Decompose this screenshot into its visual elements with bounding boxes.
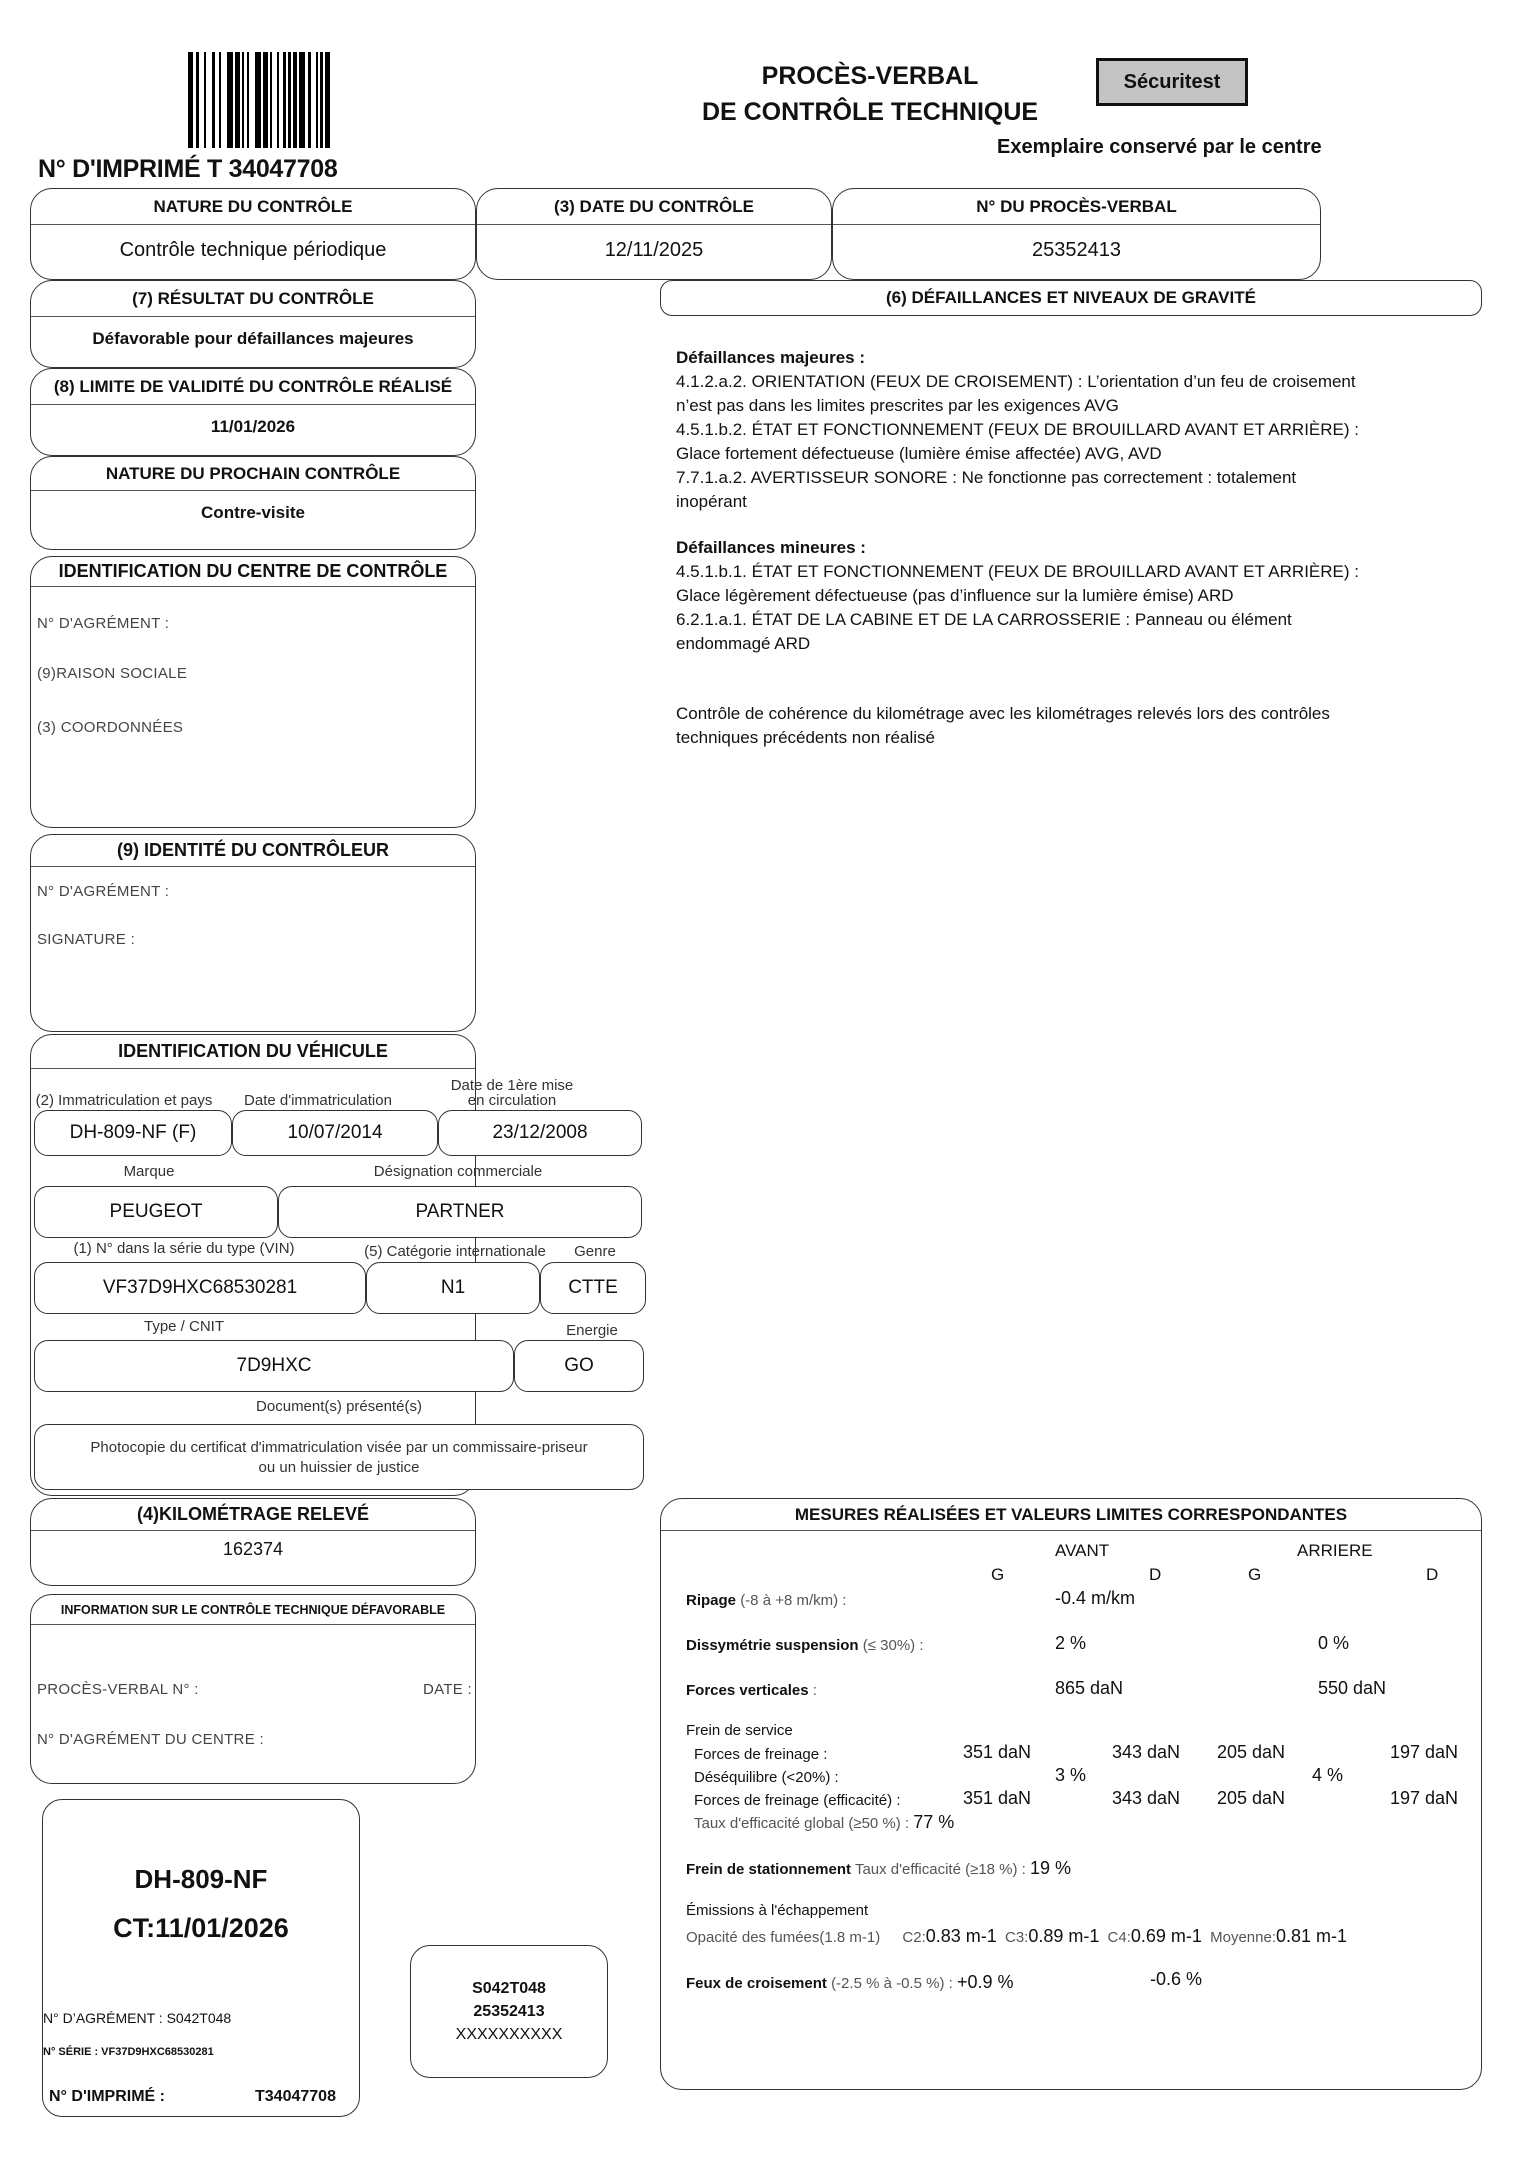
feux-croisement-row — [686, 1972, 1014, 1993]
copy-note: Exemplaire conservé par le centre — [997, 136, 1322, 158]
controleur-agrement-label: N° D'AGRÉMENT : — [37, 883, 170, 900]
limite-validite-value: 11/01/2026 — [210, 417, 296, 436]
taux-global-value: 77 % — [913, 1812, 955, 1832]
prochain-controle-label: NATURE DU PROCHAIN CONTRÔLE — [31, 457, 475, 491]
document-title-line1: PROCÈS-VERBAL — [761, 62, 979, 90]
immatriculation-label: (2) Immatriculation et pays — [35, 1092, 213, 1109]
vehicule-label: IDENTIFICATION DU VÉHICULE — [31, 1035, 475, 1069]
marque-value: PEUGEOT — [34, 1186, 278, 1238]
documents-line2: ou un huissier de justice — [258, 1458, 420, 1476]
premiere-mise-label-1: Date de 1ère mise — [450, 1077, 574, 1094]
centre-coordonnees-label: (3) COORDONNÉES — [37, 719, 184, 736]
forces-freinage-label: Forces de freinage : — [694, 1746, 828, 1763]
nature-controle-box — [30, 188, 476, 280]
avant-g-header: G — [991, 1565, 1005, 1584]
mineure-item: 4.5.1.b.1. ÉTAT ET FONCTIONNEMENT (FEUX DE BROUILLARD AVANT ET ARRIÈRE) : Glace légèrement défectueuse (pas d’influence sur la lumière émise) ARD — [676, 562, 1359, 605]
forces-freinage-avant-g: 351 daN — [963, 1742, 1032, 1762]
centre-raison-sociale-label: (9)RAISON SOCIALE — [37, 665, 188, 682]
mineure-item: 6.2.1.a.1. ÉTAT DE LA CABINE ET DE LA CARROSSERIE : Panneau ou élément endommagé ARD — [676, 610, 1292, 653]
moyenne-label: Moyenne: — [1210, 1929, 1276, 1946]
controleur-label: (9) IDENTITÉ DU CONTRÔLEUR — [31, 835, 475, 867]
defaillances-header-box — [660, 280, 1482, 316]
forces-efficacite-avant-g: 351 daN — [963, 1788, 1032, 1808]
vignette-plate: DH-809-NF — [134, 1864, 268, 1894]
energie-label: Energie — [566, 1322, 618, 1339]
majeure-item: 7.7.1.a.2. AVERTISSEUR SONORE : Ne fonctionne pas correctement : totalement inopérant — [676, 468, 1297, 511]
numero-pv-value: 25352413 — [1032, 239, 1121, 261]
imprime-number: N° D'IMPRIMÉ T 34047708 — [38, 155, 338, 183]
ripage-value: -0.4 m/km — [1055, 1588, 1136, 1608]
controleur-box — [30, 834, 476, 1032]
c3-label: C3: — [1004, 1929, 1029, 1946]
dissymetrie-label: Dissymétrie suspension — [686, 1637, 859, 1654]
dissymetrie-arriere: 0 % — [1318, 1633, 1350, 1653]
nature-controle-label: NATURE DU CONTRÔLE — [31, 189, 475, 225]
documents-box — [34, 1424, 644, 1490]
info-agrement-centre-label: N° D'AGRÉMENT DU CENTRE : — [37, 1731, 264, 1748]
arriere-d-header: D — [1426, 1565, 1439, 1584]
vin-value: VF37D9HXC68530281 — [34, 1262, 366, 1314]
genre-value: CTTE — [540, 1262, 646, 1314]
kilometrage-label: (4)KILOMÉTRAGE RELEVÉ — [31, 1499, 475, 1531]
vignette-imprime-label: N° D'IMPRIMÉ : — [49, 2088, 165, 2105]
type-label: Type / CNIT — [143, 1318, 225, 1335]
centre-agrement-label: N° D'AGRÉMENT : — [37, 615, 170, 632]
marque-label: Marque — [123, 1163, 175, 1180]
barcode — [188, 52, 356, 148]
categorie-label: (5) Catégorie internationale — [364, 1243, 546, 1260]
forces-verticales-arriere: 550 daN — [1318, 1678, 1387, 1698]
vignette-box — [42, 1799, 360, 2117]
designation-value: PARTNER — [278, 1186, 642, 1238]
frein-stationnement-limit: Taux d'efficacité (≥18 %) : — [854, 1861, 1026, 1878]
stamp-box — [410, 1945, 608, 2078]
vin-label: (1) N° dans la série du type (VIN) — [73, 1240, 295, 1257]
date-controle-label: (3) DATE DU CONTRÔLE — [477, 189, 831, 225]
stamp-line3: XXXXXXXXXX — [455, 2026, 563, 2043]
info-date-label: DATE : — [423, 1681, 473, 1698]
limite-validite-box — [30, 368, 476, 456]
forces-freinage-arriere-d: 197 daN — [1390, 1742, 1459, 1762]
avant-header: AVANT — [1055, 1541, 1110, 1560]
prochain-controle-value: Contre-visite — [201, 503, 305, 522]
nature-controle-value: Contrôle technique périodique — [119, 239, 387, 261]
date-immat-label: Date d'immatriculation — [244, 1092, 392, 1109]
majeure-item: 4.1.2.a.2. ORIENTATION (FEUX DE CROISEMENT) : L’orientation d’un feu de croisement n’est pas dans les limites prescrites par les exigences AVG — [676, 372, 1356, 415]
categorie-value: N1 — [366, 1262, 540, 1314]
brand-box: Sécuritest — [1096, 58, 1248, 106]
c4-label: C4: — [1107, 1929, 1131, 1946]
controleur-signature-label: SIGNATURE : — [37, 931, 136, 948]
emissions-label: Émissions à l'échappement — [686, 1902, 869, 1919]
forces-verticales-row — [686, 1682, 817, 1699]
designation-label: Désignation commerciale — [373, 1163, 543, 1180]
frein-service-label: Frein de service — [686, 1722, 793, 1739]
forces-efficacite-avant-d: 343 daN — [1112, 1788, 1181, 1808]
ripage-limit: (-8 à +8 m/km) : — [740, 1592, 847, 1609]
feux-gauche: +0.9 % — [956, 1972, 1014, 1992]
vignette-serie: N° SÉRIE : VF37D9HXC68530281 — [43, 2046, 214, 2058]
premiere-mise-label-2: en circulation — [467, 1092, 557, 1109]
opacite-row — [686, 1926, 1347, 1947]
mineures-title: Défaillances mineures : — [676, 538, 866, 557]
feux-label: Feux de croisement — [686, 1975, 827, 1992]
c4-value: 0.69 m-1 — [1130, 1926, 1202, 1946]
forces-verticales-sep: : — [808, 1682, 817, 1699]
opacite-label: Opacité des fumées(1.8 m-1) — [686, 1929, 881, 1946]
forces-verticales-label: Forces verticales — [686, 1682, 809, 1699]
desequilibre-label: Déséquilibre (<20%) : — [694, 1769, 839, 1786]
ripage-label: Ripage — [686, 1592, 737, 1609]
dissymetrie-limit: (≤ 30%) : — [862, 1637, 924, 1654]
documents-line1: Photocopie du certificat d'immatriculation visée par un commissaire-priseur — [90, 1438, 588, 1456]
genre-label: Genre — [574, 1243, 616, 1260]
arriere-g-header: G — [1248, 1565, 1262, 1584]
resultat-value: Défavorable pour défaillances majeures — [92, 329, 414, 348]
stamp-line2: 25352413 — [473, 2003, 545, 2020]
date-controle-box — [476, 188, 832, 280]
info-pv-label: PROCÈS-VERBAL N° : — [37, 1681, 199, 1698]
avant-d-header: D — [1149, 1565, 1162, 1584]
defaillances-label: (6) DÉFAILLANCES ET NIVEAUX DE GRAVITÉ — [886, 288, 1256, 307]
kilometrage-note: Contrôle de cohérence du kilométrage avec les kilométrages relevés lors des contrôles techniques précédents non réalisé — [676, 704, 1330, 747]
frein-stationnement-label: Frein de stationnement — [686, 1861, 852, 1878]
forces-freinage-arriere-g: 205 daN — [1217, 1742, 1286, 1762]
vignette-ct-date: CT:11/01/2026 — [113, 1913, 289, 1943]
feux-droite: -0.6 % — [1150, 1969, 1203, 1989]
forces-efficacite-arriere-d: 197 daN — [1390, 1788, 1459, 1808]
resultat-label: (7) RÉSULTAT DU CONTRÔLE — [31, 281, 475, 317]
desequilibre-arriere: 4 % — [1312, 1765, 1344, 1785]
c2-value: 0.83 m-1 — [925, 1926, 997, 1946]
moyenne-value: 0.81 m-1 — [1275, 1926, 1348, 1946]
date-controle-value: 12/11/2025 — [604, 239, 704, 261]
stamp-line1: S042T048 — [472, 1980, 546, 1997]
info-defavorable-label: INFORMATION SUR LE CONTRÔLE TECHNIQUE DÉFAVORABLE — [31, 1595, 475, 1625]
forces-efficacite-arriere-g: 205 daN — [1217, 1788, 1286, 1808]
forces-freinage-avant-d: 343 daN — [1112, 1742, 1181, 1762]
kilometrage-value: 162374 — [222, 1539, 284, 1559]
immatriculation-value: DH-809-NF (F) — [34, 1110, 232, 1156]
resultat-box — [30, 280, 476, 368]
taux-global-row — [694, 1812, 954, 1833]
info-defavorable-box — [30, 1594, 476, 1784]
centre-label: IDENTIFICATION DU CENTRE DE CONTRÔLE — [31, 557, 475, 587]
numero-pv-label: N° DU PROCÈS-VERBAL — [833, 189, 1320, 225]
prochain-controle-box — [30, 456, 476, 550]
mesures-label: MESURES RÉALISÉES ET VALEURS LIMITES CORRESPONDANTES — [661, 1499, 1481, 1531]
vignette-imprime-value: T34047708 — [255, 2088, 336, 2105]
vignette-agrement: N° D’AGRÉMENT : S042T048 — [43, 2010, 232, 2026]
kilometrage-box — [30, 1498, 476, 1586]
energie-value: GO — [514, 1340, 644, 1392]
dissymetrie-avant: 2 % — [1055, 1633, 1087, 1653]
c3-value: 0.89 m-1 — [1028, 1926, 1100, 1946]
feux-limit: (-2.5 % à -0.5 %) : — [831, 1975, 953, 1992]
premiere-mise-value: 23/12/2008 — [438, 1110, 642, 1156]
numero-pv-box — [832, 188, 1321, 280]
arriere-header: ARRIERE — [1297, 1541, 1373, 1560]
desequilibre-avant: 3 % — [1055, 1765, 1087, 1785]
majeures-title: Défaillances majeures : — [676, 348, 865, 367]
majeure-item: 4.5.1.b.2. ÉTAT ET FONCTIONNEMENT (FEUX DE BROUILLARD AVANT ET ARRIÈRE) : Glace fortement défectueuse (lumière émise affectée) AVG, AVD — [676, 420, 1359, 463]
ripage-row — [686, 1592, 846, 1609]
forces-efficacite-label: Forces de freinage (efficacité) : — [694, 1792, 901, 1809]
defaillances-content — [676, 346, 1366, 750]
type-value: 7D9HXC — [34, 1340, 514, 1392]
centre-box — [30, 556, 476, 828]
date-immat-value: 10/07/2014 — [232, 1110, 438, 1156]
frein-stationnement-value: 19 % — [1030, 1858, 1072, 1878]
taux-global-label: Taux d'efficacité global (≥50 %) : — [694, 1815, 910, 1832]
documents-label: Document(s) présenté(s) — [256, 1398, 422, 1415]
document-title-line2: DE CONTRÔLE TECHNIQUE — [701, 98, 1039, 126]
dissymetrie-row — [686, 1637, 924, 1654]
c2-label: C2: — [902, 1929, 926, 1946]
frein-stationnement-row — [686, 1858, 1071, 1879]
limite-validite-label: (8) LIMITE DE VALIDITÉ DU CONTRÔLE RÉALISÉ — [31, 369, 475, 405]
forces-verticales-avant: 865 daN — [1055, 1678, 1124, 1698]
